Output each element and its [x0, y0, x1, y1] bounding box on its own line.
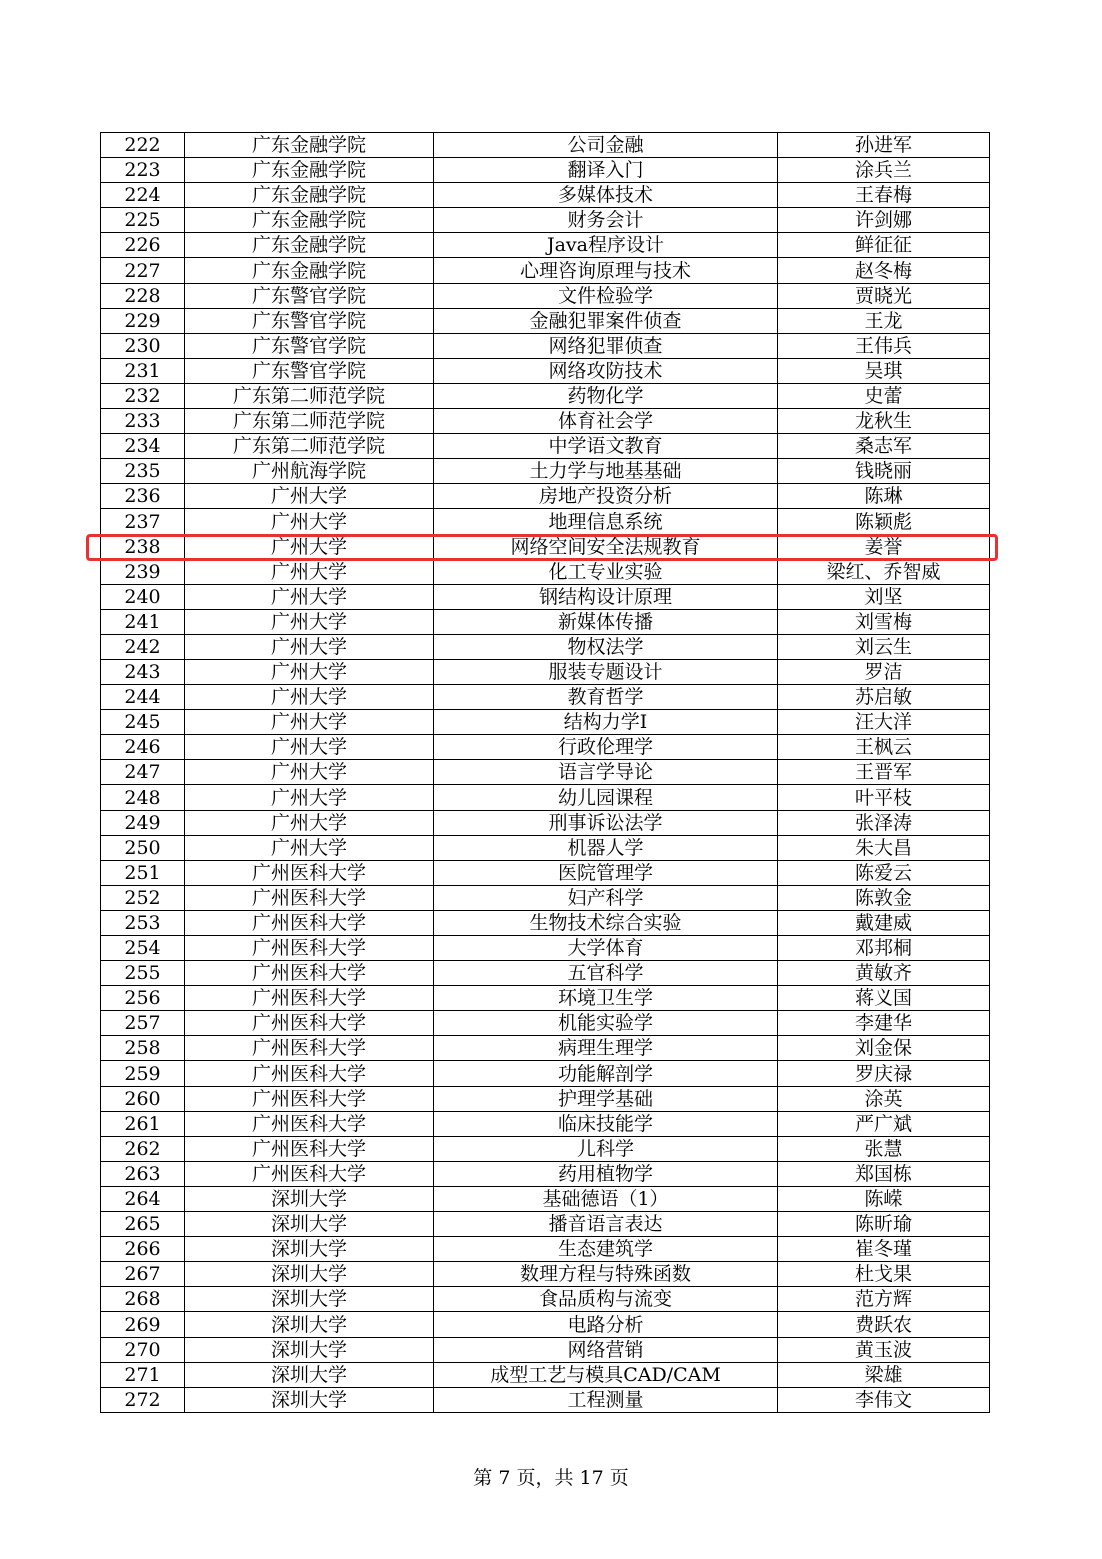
cell-number: 234: [101, 434, 185, 459]
cell-teacher: 吴琪: [778, 358, 990, 383]
cell-school: 广州医科大学: [185, 1161, 434, 1186]
cell-course: 电路分析: [434, 1312, 778, 1337]
cell-school: 广东第二师范学院: [185, 434, 434, 459]
cell-number: 252: [101, 885, 185, 910]
table-row: [101, 986, 990, 1011]
cell-number: 242: [101, 634, 185, 659]
table-row: [101, 885, 990, 910]
cell-course: 生物技术综合实验: [434, 910, 778, 935]
cell-number: 232: [101, 383, 185, 408]
cell-course: 幼儿园课程: [434, 785, 778, 810]
cell-course: 机能实验学: [434, 1011, 778, 1036]
cell-teacher: 刘坚: [778, 584, 990, 609]
cell-school: 深圳大学: [185, 1287, 434, 1312]
cell-course: 网络犯罪侦查: [434, 333, 778, 358]
cell-number: 235: [101, 459, 185, 484]
cell-teacher: 蒋义国: [778, 986, 990, 1011]
table-row: [101, 233, 990, 258]
cell-number: 272: [101, 1387, 185, 1412]
cell-school: 广东金融学院: [185, 208, 434, 233]
course-table-container: [100, 132, 989, 1413]
cell-school: 深圳大学: [185, 1186, 434, 1211]
cell-course: 土力学与地基基础: [434, 459, 778, 484]
cell-school: 广州医科大学: [185, 986, 434, 1011]
cell-number: 230: [101, 333, 185, 358]
table-row: [101, 936, 990, 961]
cell-teacher: 朱大昌: [778, 835, 990, 860]
cell-number: 268: [101, 1287, 185, 1312]
cell-school: 广州大学: [185, 559, 434, 584]
cell-teacher: 罗庆禄: [778, 1061, 990, 1086]
cell-teacher: 杜戈果: [778, 1262, 990, 1287]
cell-teacher: 郑国栋: [778, 1161, 990, 1186]
cell-teacher: 汪大洋: [778, 710, 990, 735]
cell-school: 广州大学: [185, 710, 434, 735]
cell-course: 食品质构与流变: [434, 1287, 778, 1312]
course-table: [100, 132, 990, 1413]
cell-school: 广州医科大学: [185, 1011, 434, 1036]
cell-course: 临床技能学: [434, 1111, 778, 1136]
cell-number: 223: [101, 158, 185, 183]
cell-course: 结构力学I: [434, 710, 778, 735]
cell-school: 广州医科大学: [185, 885, 434, 910]
cell-school: 广东金融学院: [185, 183, 434, 208]
cell-course: 药用植物学: [434, 1161, 778, 1186]
cell-school: 广州医科大学: [185, 1111, 434, 1136]
cell-course: 妇产科学: [434, 885, 778, 910]
cell-number: 256: [101, 986, 185, 1011]
cell-course: 金融犯罪案件侦查: [434, 308, 778, 333]
table-row: [101, 1086, 990, 1111]
cell-school: 深圳大学: [185, 1237, 434, 1262]
cell-course: 网络营销: [434, 1337, 778, 1362]
cell-course: 语言学导论: [434, 760, 778, 785]
cell-teacher: 刘金保: [778, 1036, 990, 1061]
cell-number: 255: [101, 961, 185, 986]
table-row: [101, 1362, 990, 1387]
cell-number: 269: [101, 1312, 185, 1337]
table-row: [101, 1337, 990, 1362]
table-row: [101, 961, 990, 986]
cell-teacher: 罗洁: [778, 659, 990, 684]
cell-number: 225: [101, 208, 185, 233]
cell-number: 243: [101, 659, 185, 684]
table-row: [101, 584, 990, 609]
cell-school: 广州医科大学: [185, 1086, 434, 1111]
table-row: [101, 208, 990, 233]
cell-course: 化工专业实验: [434, 559, 778, 584]
cell-course: 工程测量: [434, 1387, 778, 1412]
cell-course: 功能解剖学: [434, 1061, 778, 1086]
cell-teacher: 赵冬梅: [778, 258, 990, 283]
cell-teacher: 贾晓光: [778, 283, 990, 308]
cell-course: 基础德语（1）: [434, 1186, 778, 1211]
cell-number: 238: [101, 534, 185, 559]
cell-teacher: 苏启敏: [778, 685, 990, 710]
table-row: [101, 1287, 990, 1312]
cell-number: 259: [101, 1061, 185, 1086]
cell-school: 广州医科大学: [185, 936, 434, 961]
cell-course: 数理方程与特殊函数: [434, 1262, 778, 1287]
cell-school: 深圳大学: [185, 1312, 434, 1337]
cell-teacher: 刘雪梅: [778, 609, 990, 634]
cell-teacher: 王龙: [778, 308, 990, 333]
table-row: [101, 409, 990, 434]
cell-course: 病理生理学: [434, 1036, 778, 1061]
cell-number: 222: [101, 133, 185, 158]
table-row: [101, 785, 990, 810]
cell-school: 广州医科大学: [185, 1061, 434, 1086]
table-row: [101, 1312, 990, 1337]
cell-teacher: 钱晓丽: [778, 459, 990, 484]
table-row: [101, 609, 990, 634]
table-row: [101, 158, 990, 183]
cell-teacher: 鲜征征: [778, 233, 990, 258]
cell-number: 262: [101, 1136, 185, 1161]
cell-school: 广州医科大学: [185, 961, 434, 986]
cell-school: 深圳大学: [185, 1262, 434, 1287]
cell-course: Java程序设计: [434, 233, 778, 258]
cell-teacher: 史蕾: [778, 383, 990, 408]
cell-number: 267: [101, 1262, 185, 1287]
cell-teacher: 梁红、乔智威: [778, 559, 990, 584]
cell-course: 物权法学: [434, 634, 778, 659]
cell-school: 广东金融学院: [185, 133, 434, 158]
cell-school: 广州航海学院: [185, 459, 434, 484]
table-row: [101, 1186, 990, 1211]
cell-school: 广州大学: [185, 835, 434, 860]
cell-number: 253: [101, 910, 185, 935]
cell-teacher: 陈爱云: [778, 860, 990, 885]
table-row: [101, 1036, 990, 1061]
cell-course: 钢结构设计原理: [434, 584, 778, 609]
cell-number: 258: [101, 1036, 185, 1061]
table-row: [101, 1161, 990, 1186]
cell-teacher: 龙秋生: [778, 409, 990, 434]
cell-number: 226: [101, 233, 185, 258]
table-row: [101, 333, 990, 358]
table-row: [101, 634, 990, 659]
table-row: [101, 308, 990, 333]
cell-course: 机器人学: [434, 835, 778, 860]
cell-number: 228: [101, 283, 185, 308]
cell-teacher: 李伟文: [778, 1387, 990, 1412]
table-row: [101, 1262, 990, 1287]
cell-course: 药物化学: [434, 383, 778, 408]
cell-number: 240: [101, 584, 185, 609]
cell-school: 广州大学: [185, 785, 434, 810]
cell-course: 新媒体传播: [434, 609, 778, 634]
cell-course: 大学体育: [434, 936, 778, 961]
page-footer: 第 7 页，共 17 页: [473, 1467, 629, 1489]
cell-course: 房地产投资分析: [434, 484, 778, 509]
cell-course: 服装专题设计: [434, 659, 778, 684]
cell-school: 广州大学: [185, 609, 434, 634]
cell-teacher: 张泽涛: [778, 810, 990, 835]
table-row: [101, 810, 990, 835]
cell-school: 广东金融学院: [185, 158, 434, 183]
cell-number: 270: [101, 1337, 185, 1362]
table-row: [101, 685, 990, 710]
cell-school: 广州大学: [185, 735, 434, 760]
cell-course: 护理学基础: [434, 1086, 778, 1111]
cell-number: 250: [101, 835, 185, 860]
cell-teacher: 戴建威: [778, 910, 990, 935]
course-table-body: [101, 133, 990, 1413]
table-row: [101, 509, 990, 534]
table-row: [101, 283, 990, 308]
cell-number: 245: [101, 710, 185, 735]
cell-number: 237: [101, 509, 185, 534]
cell-course: 网络攻防技术: [434, 358, 778, 383]
cell-teacher: 李建华: [778, 1011, 990, 1036]
table-row: [101, 1061, 990, 1086]
cell-course: 网络空间安全法规教育: [434, 534, 778, 559]
cell-teacher: 费跃农: [778, 1312, 990, 1337]
cell-teacher: 张慧: [778, 1136, 990, 1161]
cell-number: 265: [101, 1212, 185, 1237]
cell-course: 公司金融: [434, 133, 778, 158]
cell-course: 文件检验学: [434, 283, 778, 308]
cell-school: 广州大学: [185, 534, 434, 559]
cell-teacher: 陈昕瑜: [778, 1212, 990, 1237]
cell-teacher: 黄敏齐: [778, 961, 990, 986]
cell-course: 心理咨询原理与技术: [434, 258, 778, 283]
cell-course: 体育社会学: [434, 409, 778, 434]
table-row: [101, 133, 990, 158]
cell-school: 广州医科大学: [185, 910, 434, 935]
cell-number: 260: [101, 1086, 185, 1111]
cell-course: 播音语言表达: [434, 1212, 778, 1237]
cell-number: 231: [101, 358, 185, 383]
highlight-box-row-238: [86, 534, 998, 561]
cell-number: 236: [101, 484, 185, 509]
cell-teacher: 陈敦金: [778, 885, 990, 910]
table-row: [101, 835, 990, 860]
cell-school: 广东第二师范学院: [185, 409, 434, 434]
cell-school: 广东警官学院: [185, 308, 434, 333]
table-row: [101, 383, 990, 408]
cell-teacher: 邓邦桐: [778, 936, 990, 961]
cell-number: 261: [101, 1111, 185, 1136]
cell-teacher: 严广斌: [778, 1111, 990, 1136]
cell-school: 广州大学: [185, 659, 434, 684]
cell-teacher: 王春梅: [778, 183, 990, 208]
table-row: [101, 1111, 990, 1136]
cell-school: 广东警官学院: [185, 283, 434, 308]
table-row: [101, 459, 990, 484]
table-row: [101, 358, 990, 383]
cell-school: 广州大学: [185, 509, 434, 534]
cell-course: 儿科学: [434, 1136, 778, 1161]
table-row: [101, 484, 990, 509]
table-row: [101, 910, 990, 935]
table-row: [101, 1011, 990, 1036]
cell-course: 财务会计: [434, 208, 778, 233]
cell-teacher: 王伟兵: [778, 333, 990, 358]
cell-teacher: 涂兵兰: [778, 158, 990, 183]
cell-school: 广东金融学院: [185, 233, 434, 258]
cell-number: 263: [101, 1161, 185, 1186]
cell-course: 地理信息系统: [434, 509, 778, 534]
table-row: [101, 659, 990, 684]
cell-course: 生态建筑学: [434, 1237, 778, 1262]
cell-school: 广东警官学院: [185, 358, 434, 383]
cell-teacher: 叶平枝: [778, 785, 990, 810]
cell-number: 224: [101, 183, 185, 208]
cell-number: 241: [101, 609, 185, 634]
cell-teacher: 孙进军: [778, 133, 990, 158]
cell-school: 深圳大学: [185, 1337, 434, 1362]
cell-course: 行政伦理学: [434, 735, 778, 760]
cell-course: 翻译入门: [434, 158, 778, 183]
cell-number: 271: [101, 1362, 185, 1387]
cell-number: 233: [101, 409, 185, 434]
cell-teacher: 范方辉: [778, 1287, 990, 1312]
cell-number: 254: [101, 936, 185, 961]
table-row: [101, 1387, 990, 1412]
cell-course: 五官科学: [434, 961, 778, 986]
cell-course: 多媒体技术: [434, 183, 778, 208]
table-row: [101, 760, 990, 785]
cell-course: 教育哲学: [434, 685, 778, 710]
cell-school: 深圳大学: [185, 1387, 434, 1412]
cell-number: 264: [101, 1186, 185, 1211]
cell-teacher: 刘云生: [778, 634, 990, 659]
cell-school: 深圳大学: [185, 1362, 434, 1387]
cell-school: 广州医科大学: [185, 1036, 434, 1061]
cell-school: 广州大学: [185, 810, 434, 835]
cell-number: 239: [101, 559, 185, 584]
table-row: [101, 1136, 990, 1161]
cell-course: 成型工艺与模具CAD/CAM: [434, 1362, 778, 1387]
cell-teacher: 王晋军: [778, 760, 990, 785]
table-row: [101, 434, 990, 459]
cell-teacher: 涂英: [778, 1086, 990, 1111]
cell-number: 249: [101, 810, 185, 835]
cell-school: 广州医科大学: [185, 860, 434, 885]
cell-number: 227: [101, 258, 185, 283]
cell-school: 广州大学: [185, 484, 434, 509]
cell-teacher: 王枫云: [778, 735, 990, 760]
cell-school: 广州大学: [185, 685, 434, 710]
cell-number: 244: [101, 685, 185, 710]
table-row: [101, 559, 990, 584]
cell-course: 刑事诉讼法学: [434, 810, 778, 835]
cell-number: 229: [101, 308, 185, 333]
cell-school: 广州医科大学: [185, 1136, 434, 1161]
table-row: [101, 735, 990, 760]
cell-number: 251: [101, 860, 185, 885]
cell-course: 环境卫生学: [434, 986, 778, 1011]
table-row: [101, 258, 990, 283]
cell-school: 广州大学: [185, 584, 434, 609]
cell-number: 248: [101, 785, 185, 810]
cell-course: 医院管理学: [434, 860, 778, 885]
cell-teacher: 桑志军: [778, 434, 990, 459]
cell-number: 247: [101, 760, 185, 785]
cell-teacher: 姜誉: [778, 534, 990, 559]
cell-teacher: 梁雄: [778, 1362, 990, 1387]
cell-school: 广东第二师范学院: [185, 383, 434, 408]
cell-school: 广东警官学院: [185, 333, 434, 358]
cell-teacher: 陈琳: [778, 484, 990, 509]
table-row: [101, 183, 990, 208]
cell-teacher: 崔冬瑾: [778, 1237, 990, 1262]
cell-course: 中学语文教育: [434, 434, 778, 459]
cell-teacher: 许剑娜: [778, 208, 990, 233]
cell-school: 广州大学: [185, 760, 434, 785]
table-row: [101, 1237, 990, 1262]
table-row: [101, 1212, 990, 1237]
cell-school: 深圳大学: [185, 1212, 434, 1237]
cell-teacher: 黄玉波: [778, 1337, 990, 1362]
cell-school: 广州大学: [185, 634, 434, 659]
cell-teacher: 陈颖彪: [778, 509, 990, 534]
table-row: [101, 860, 990, 885]
cell-teacher: 陈嵘: [778, 1186, 990, 1211]
cell-number: 246: [101, 735, 185, 760]
cell-school: 广东金融学院: [185, 258, 434, 283]
table-row: [101, 710, 990, 735]
cell-number: 257: [101, 1011, 185, 1036]
cell-number: 266: [101, 1237, 185, 1262]
